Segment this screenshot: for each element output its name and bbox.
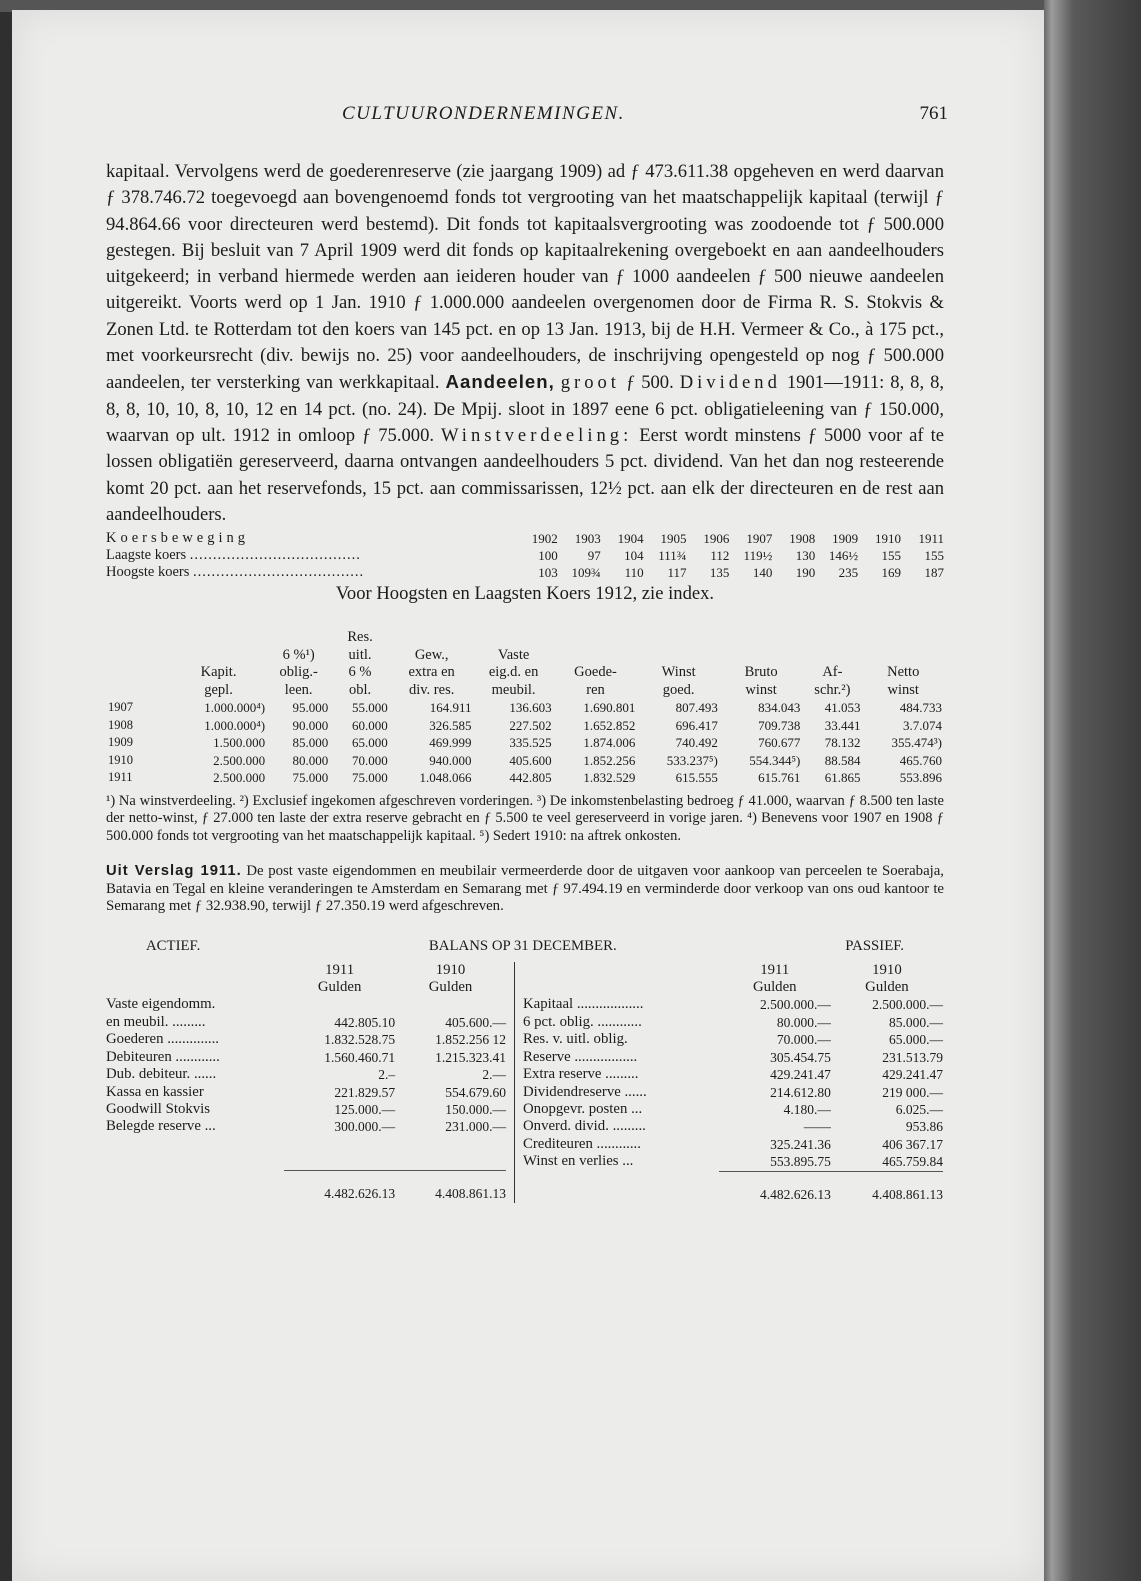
fin-row-1910 xyxy=(106,752,944,770)
fin-header-row-1 xyxy=(106,629,944,647)
verslag-text: De post vaste eigendommen en meubilair vermeerderde door de uitgaven voor aankoop van perceelen te Soerabaja, Batavia en Tegal en kleine veranderingen te Amsterdam en Semarang met ƒ 97.494.19 en verminderde door verkoop van ons oud kantoor te Semarang met ƒ 32.938.90, terwijl ƒ 27.350.19 werd afgeschreven. xyxy=(106,863,945,915)
fin-header-cell: goed. xyxy=(662,681,695,698)
fin-cell: 1.048.066 xyxy=(419,770,472,786)
passief-column xyxy=(515,962,943,1203)
koers-year: 1904 xyxy=(617,531,644,547)
balance-sheet xyxy=(106,938,944,1203)
fin-cell: 85.000 xyxy=(292,735,329,751)
fin-cell: 90.000 xyxy=(292,717,329,733)
koers-cell: 100 xyxy=(538,548,558,564)
col-unit: Gulden xyxy=(428,979,473,996)
page-content xyxy=(106,95,948,1203)
fin-cell: 60.000 xyxy=(352,717,388,733)
fin-header-cell: leen. xyxy=(284,681,313,698)
koers-cell: 140 xyxy=(752,565,773,581)
balance-header xyxy=(106,938,944,962)
passief-value: 465.759.84 xyxy=(882,1154,943,1170)
passief-total: 4.482.626.13 xyxy=(759,1186,831,1202)
winstverdeeling-label: Winstverdeeling: xyxy=(440,424,633,446)
koers-year: 1911 xyxy=(918,531,944,547)
fin-header-cell: Vaste xyxy=(497,646,530,663)
actief-column xyxy=(106,962,515,1203)
balance-columns xyxy=(106,962,944,1203)
actief-value: 231.000.— xyxy=(445,1119,506,1135)
fin-cell: 940.000 xyxy=(429,752,472,768)
fin-row-1908 xyxy=(106,717,944,735)
fin-cell: 465.760 xyxy=(899,752,942,768)
actief-value: 1.215.323.41 xyxy=(435,1049,506,1065)
fin-cell: 1.652.852 xyxy=(583,717,636,733)
fin-cell: 61.865 xyxy=(824,770,861,786)
fin-cell: 55.000 xyxy=(352,700,388,716)
koers-year: 1905 xyxy=(660,531,687,547)
actief-value: 442.805.10 xyxy=(334,1014,396,1030)
groot-label: groot xyxy=(560,372,620,394)
koers-header-label: Koersbeweging xyxy=(106,530,250,547)
actief-value: 1.832.528.75 xyxy=(324,1032,396,1048)
koers-year: 1906 xyxy=(703,531,730,547)
koers-cell: 103 xyxy=(538,565,558,581)
passief-label-cell: Onverd. divid. ......... xyxy=(523,1118,646,1135)
actief-row xyxy=(106,996,506,1013)
koers-cell: 146½ xyxy=(828,548,859,564)
koers-cell: 155 xyxy=(924,548,944,564)
fin-cell: 80.000 xyxy=(292,752,329,768)
financial-table xyxy=(106,629,944,787)
koers-cell: 235 xyxy=(838,565,859,581)
fin-header-cell: obl. xyxy=(348,681,372,698)
koers-year: 1902 xyxy=(531,531,558,547)
passief-label-cell: Extra reserve ......... xyxy=(523,1066,639,1083)
leader-dots: ..................................... xyxy=(189,547,361,564)
col-year: 1910 xyxy=(435,961,466,978)
actief-label: ACTIEF. xyxy=(146,937,201,954)
fin-header-cell: gepl. xyxy=(204,681,233,698)
passief-row xyxy=(523,1084,943,1101)
actief-label-cell: Dub. debiteur. ...... xyxy=(106,1066,217,1083)
fin-header-row-2 xyxy=(106,647,944,665)
fin-header-cell: oblig.- xyxy=(279,664,318,681)
fin-header-cell: 6 % xyxy=(348,664,372,681)
actief-label-cell: Goodwill Stokvis xyxy=(106,1100,211,1117)
running-title: CULTUURONDERNEMINGEN. xyxy=(342,103,625,124)
passief-value: 214.612.80 xyxy=(770,1084,831,1100)
fin-cell: 1.874.006 xyxy=(583,735,636,751)
actief-row xyxy=(106,1118,506,1135)
passief-label-cell: Dividendreserve ...... xyxy=(523,1083,647,1100)
koers-cell: 112 xyxy=(710,548,730,564)
actief-value: 554.679.60 xyxy=(445,1084,506,1100)
paragraph-text-1: kapitaal. Vervolgens werd de goederenreserve (zie jaargang 1909) ad ƒ 473.611.38 opgeheven en werd daarvan ƒ 378.746.72 toegevoegd aan bovengenoemd fonds tot vergrooting van het maatschappelijk kapitaal (terwijl ƒ 94.864.66 voor directeuren werd bestemd). Dit fonds tot kapitaalsvergrooting was zoodoende tot ƒ 500.000 gestegen. Bij besluit van 7 April 1909 werd dit fonds op kapitaalrekening overgeboekt en aan aandeelhouders uitgekeerd; in verband hiermede werden aan ieideren houder van ƒ 1000 aandeelen ƒ 500 nieuwe aandeelen uitgereikt. Voorts werd op 1 Jan. 1910 ƒ 1.000.000 aandeelen overgenomen door de Firma R. S. Stokvis & Zonen Ltd. te Rotterdam tot den koers van 145 pct. en op 13 Jan. 1913, bij de H.H. Vermeer & Co., à 175 pct., met voorkeursrecht (div. bewijs no. 25) voor aandeelhouders, de inschrijving opengesteld op nog ƒ 500.000 aandeelen, ter versterking van werkkapitaal. xyxy=(106,161,944,394)
fin-row-1911 xyxy=(106,769,944,787)
passief-label-cell: 6 pct. oblig. ............ xyxy=(523,1013,642,1030)
fin-year: 1911 xyxy=(108,770,133,785)
passief-label-cell: Kapitaal .................. xyxy=(523,996,644,1013)
fin-header-row-4 xyxy=(106,682,944,700)
passief-row xyxy=(523,1118,943,1135)
fin-cell: 1.500.000 xyxy=(213,735,266,751)
passief-label-cell: Res. v. uitl. oblig. xyxy=(523,1031,628,1048)
actief-total: 4.482.626.13 xyxy=(324,1186,396,1202)
passief-row xyxy=(523,1014,943,1031)
fin-header-cell: Gew., xyxy=(414,646,449,663)
fin-cell: 615.555 xyxy=(675,770,718,786)
passief-value: 429.241.47 xyxy=(770,1067,831,1083)
actief-value: 405.600.— xyxy=(445,1014,506,1030)
verslag-paragraph xyxy=(106,863,944,916)
fin-cell: 696.417 xyxy=(675,717,718,733)
fin-cell: 326.585 xyxy=(429,717,472,733)
fin-header-cell: Winst xyxy=(661,664,696,681)
actief-label-cell: Kassa en kassier xyxy=(106,1083,204,1100)
actief-row xyxy=(106,1031,506,1048)
koers-cell: 119½ xyxy=(743,548,773,564)
fin-header-cell: eig.d. en xyxy=(488,664,539,681)
fin-cell: 442.805 xyxy=(509,770,552,786)
fin-year: 1907 xyxy=(108,700,133,715)
fin-header-cell: winst xyxy=(745,681,777,698)
fin-header-cell: div. res. xyxy=(408,681,455,698)
fin-cell: 533.237⁵) xyxy=(666,752,718,768)
koers-year: 1908 xyxy=(789,531,816,547)
col-year: 1911 xyxy=(760,961,790,978)
fin-cell: 164.911 xyxy=(429,700,472,716)
running-header xyxy=(106,95,948,135)
passief-label-cell: Reserve ................. xyxy=(523,1048,638,1065)
fin-cell: 136.603 xyxy=(509,700,552,716)
actief-value: 2.– xyxy=(378,1067,396,1083)
col-unit: Gulden xyxy=(317,979,362,996)
fin-cell: 807.493 xyxy=(675,700,718,716)
fin-row-1909 xyxy=(106,734,944,752)
passief-value: 553.895.75 xyxy=(770,1154,831,1170)
koers-cell: 169 xyxy=(881,565,902,581)
fin-cell: 33.441 xyxy=(824,717,861,733)
passief-label-cell: Crediteuren ............ xyxy=(523,1135,641,1152)
passief-value: 2.500.000.— xyxy=(872,997,943,1013)
passief-row xyxy=(523,996,943,1013)
fin-header-cell: Af- xyxy=(822,664,843,681)
aandeelen-heading: Aandeelen, xyxy=(445,371,555,393)
passief-value: 406 367.17 xyxy=(882,1136,943,1152)
passief-value: 325.241.36 xyxy=(770,1136,831,1152)
koers-cell: 104 xyxy=(624,548,644,564)
fin-cell: 1.852.256 xyxy=(583,752,636,768)
koers-header-row xyxy=(106,530,944,547)
koers-cell: 130 xyxy=(795,548,816,564)
koers-row-hoogste xyxy=(106,564,944,581)
koers-cell: 135 xyxy=(709,565,730,581)
col-unit: Gulden xyxy=(752,979,797,996)
fin-cell: 65.000 xyxy=(352,735,388,751)
fin-cell: 469.999 xyxy=(429,735,472,751)
fin-cell: 553.896 xyxy=(899,770,942,786)
verslag-heading: Uit Verslag 1911. xyxy=(106,863,242,880)
actief-row xyxy=(106,1084,506,1101)
fin-header-cell: Bruto xyxy=(744,664,778,681)
koers-cell: 110 xyxy=(624,565,644,581)
passief-value: 80.000.— xyxy=(776,1014,831,1030)
actief-value: 1.560.460.71 xyxy=(324,1049,396,1065)
fin-cell: 335.525 xyxy=(509,735,552,751)
col-year: 1910 xyxy=(872,961,902,978)
fin-cell: 740.492 xyxy=(675,735,718,751)
passief-row xyxy=(523,1136,943,1153)
passief-table xyxy=(523,962,943,1203)
fin-year: 1909 xyxy=(108,735,133,750)
paragraph-text-2: ƒ 500. xyxy=(625,372,674,394)
actief-value: 1.852.256 12 xyxy=(435,1032,506,1048)
fin-cell: 75.000 xyxy=(352,770,388,786)
passief-row xyxy=(523,1153,943,1171)
fin-header-cell: extra en xyxy=(408,664,455,681)
fin-header-cell: winst xyxy=(887,681,919,698)
page-number: 761 xyxy=(919,103,948,124)
col-unit: Gulden xyxy=(865,979,909,996)
actief-row xyxy=(106,1014,506,1031)
fin-header-cell: 6 %¹) xyxy=(282,646,315,663)
passief-row xyxy=(523,1101,943,1118)
actief-label-cell: en meubil. ......... xyxy=(106,1013,206,1030)
koers-table xyxy=(106,530,944,581)
fin-cell: 484.733 xyxy=(899,700,942,716)
fin-row-1907 xyxy=(106,699,944,717)
fin-cell: 95.000 xyxy=(292,700,329,716)
passief-value: 65.000.— xyxy=(889,1032,943,1048)
actief-label-cell: Vaste eigendomm. xyxy=(106,996,216,1013)
koers-row-label: Laagste koers xyxy=(106,547,187,564)
col-year: 1911 xyxy=(325,961,355,978)
fin-header-cell: meubil. xyxy=(491,681,536,698)
actief-value: 300.000.— xyxy=(334,1119,396,1135)
fin-cell: 1.000.000⁴) xyxy=(204,700,266,716)
koers-cell: 97 xyxy=(587,548,601,564)
body-paragraph xyxy=(106,159,944,528)
fin-cell: 2.500.000 xyxy=(213,752,266,768)
passief-label: PASSIEF. xyxy=(845,937,904,954)
actief-value: 2.— xyxy=(482,1067,506,1083)
passief-value: 2.500.000.— xyxy=(759,997,831,1013)
actief-label-cell: Belegde reserve ... xyxy=(106,1118,216,1135)
koers-cell: 187 xyxy=(924,565,944,581)
book-spine-edge xyxy=(1044,0,1141,1581)
dividend-label: Dividend xyxy=(679,372,781,394)
actief-total-row xyxy=(106,1171,506,1202)
actief-value: 150.000.— xyxy=(445,1101,506,1117)
passief-value: 219 000.— xyxy=(882,1084,943,1100)
fin-year: 1910 xyxy=(108,752,133,767)
actief-row xyxy=(106,1101,506,1118)
actief-row xyxy=(106,1066,506,1083)
fin-cell: 3.7.074 xyxy=(903,717,942,733)
koers-cell: 155 xyxy=(881,548,902,564)
fin-cell: 834.043 xyxy=(758,700,801,716)
passief-label-cell: Onopgevr. posten ... xyxy=(523,1100,643,1117)
koers-cell: 117 xyxy=(667,565,687,581)
koers-cell: 190 xyxy=(795,565,816,581)
passief-total-row xyxy=(523,1172,943,1203)
fin-cell: 1.832.529 xyxy=(583,770,636,786)
passief-value: 70.000.— xyxy=(776,1032,831,1048)
koers-row-label: Hoogste koers xyxy=(106,564,190,581)
fin-cell: 1.000.000⁴) xyxy=(204,717,266,733)
passief-row xyxy=(523,1066,943,1083)
paragraph-text-4: Eerst wordt minstens ƒ 5000 voor af te lossen obligatiën gereserveerd, daarna ontvangen aandeelhouders 5 pct. dividend. Van het dan nog resteerende komt 20 pct. aan het reservefonds, 15 pct. aan commissarissen, 12½ pct. aan elk der directeuren en de rest aan aandeelhouders. xyxy=(106,424,944,525)
fin-header-cell: Kapit. xyxy=(200,664,237,681)
fin-cell: 709.738 xyxy=(758,717,801,733)
actief-value: 125.000.— xyxy=(334,1101,396,1117)
fin-cell: 760.677 xyxy=(758,735,801,751)
fin-cell: 1.690.801 xyxy=(583,700,636,716)
actief-row xyxy=(106,1049,506,1066)
balance-title: BALANS OP 31 DECEMBER. xyxy=(428,937,617,954)
passief-value: 4.180.— xyxy=(783,1101,831,1117)
actief-table xyxy=(106,962,506,1203)
footnotes: ¹) Na winstverdeeling. ²) Exclusief ingekomen afgeschreven vorderingen. ³) De inkomstenbelasting bedroeg ƒ 41.000, waarvan ƒ 8.500 ten laste der netto-winst, ƒ 27.000 ten laste der extra reserve gebracht en ƒ 5.500 te veel gereserveerd in vorige jaren. ⁴) Benevens voor 1907 en 1908 ƒ 500.000 fonds tot vergrooting van het maatschappelijk kapitaal. ⁵) Sedert 1910: na aftrek onkosten. xyxy=(106,792,944,844)
paragraph-text-3: 1901—1911: 8, 8, 8, 8, 8, 10, 10, 8, 10, 12 en 14 pct. (no. 24). De Mpij. sloot in 1897 eene 6 pct. obligatieleening van ƒ 150.000, waarvan op ult. 1912 in omloop ƒ 75.000. xyxy=(106,372,945,446)
fin-header-row-3 xyxy=(106,664,944,682)
actief-label-cell: Debiteuren ............ xyxy=(106,1048,220,1065)
passief-row xyxy=(523,1049,943,1066)
koers-row-laagste xyxy=(106,547,944,564)
fin-cell: 227.502 xyxy=(509,717,552,733)
fin-cell: 2.500.000 xyxy=(213,770,266,786)
koers-cell: 109¾ xyxy=(571,565,601,581)
leader-dots: ..................................... xyxy=(193,564,365,581)
actief-value: 221.829.57 xyxy=(334,1084,396,1100)
koers-cell: 111¾ xyxy=(658,548,687,564)
fin-cell: 75.000 xyxy=(292,770,329,786)
fin-cell: 78.132 xyxy=(824,735,861,751)
passief-value: —— xyxy=(803,1119,831,1135)
fin-cell: 355.474³) xyxy=(891,735,942,751)
fin-cell: 70.000 xyxy=(352,752,388,768)
fin-header-cell: Netto xyxy=(887,664,920,681)
actief-total: 4.408.861.13 xyxy=(435,1186,506,1202)
fin-header-cell: ren xyxy=(586,681,605,698)
passief-label-cell: Winst en verlies ... xyxy=(523,1153,634,1170)
fin-cell: 554.344⁵) xyxy=(749,752,801,768)
passief-value: 429.241.47 xyxy=(882,1067,943,1083)
fin-header-cell: Res. xyxy=(347,629,373,646)
fin-year: 1908 xyxy=(108,717,133,732)
fin-header-cell: Goede- xyxy=(574,664,617,681)
passief-value: 231.513.79 xyxy=(882,1049,943,1065)
fin-cell: 88.584 xyxy=(824,752,861,768)
koers-year: 1910 xyxy=(875,531,902,547)
fin-cell: 615.761 xyxy=(758,770,801,786)
passief-row xyxy=(523,1031,943,1048)
actief-label-cell: Goederen .............. xyxy=(106,1031,219,1048)
fin-header-cell: schr.²) xyxy=(814,681,851,698)
fin-header-cell: uitl. xyxy=(348,646,372,663)
passief-total: 4.408.861.13 xyxy=(872,1186,943,1202)
koers-year: 1903 xyxy=(574,531,601,547)
passief-value: 6.025.— xyxy=(895,1101,943,1117)
fin-cell: 405.600 xyxy=(509,752,552,768)
passief-value: 953.86 xyxy=(905,1119,943,1135)
koers-year: 1907 xyxy=(746,531,773,547)
passief-value: 85.000.— xyxy=(889,1014,943,1030)
fin-cell: 41.053 xyxy=(824,700,861,716)
koers-year: 1909 xyxy=(832,531,859,547)
koers-note: Voor Hoogsten en Laagsten Koers 1912, zie index. xyxy=(335,583,715,605)
passief-value: 305.454.75 xyxy=(770,1049,831,1065)
